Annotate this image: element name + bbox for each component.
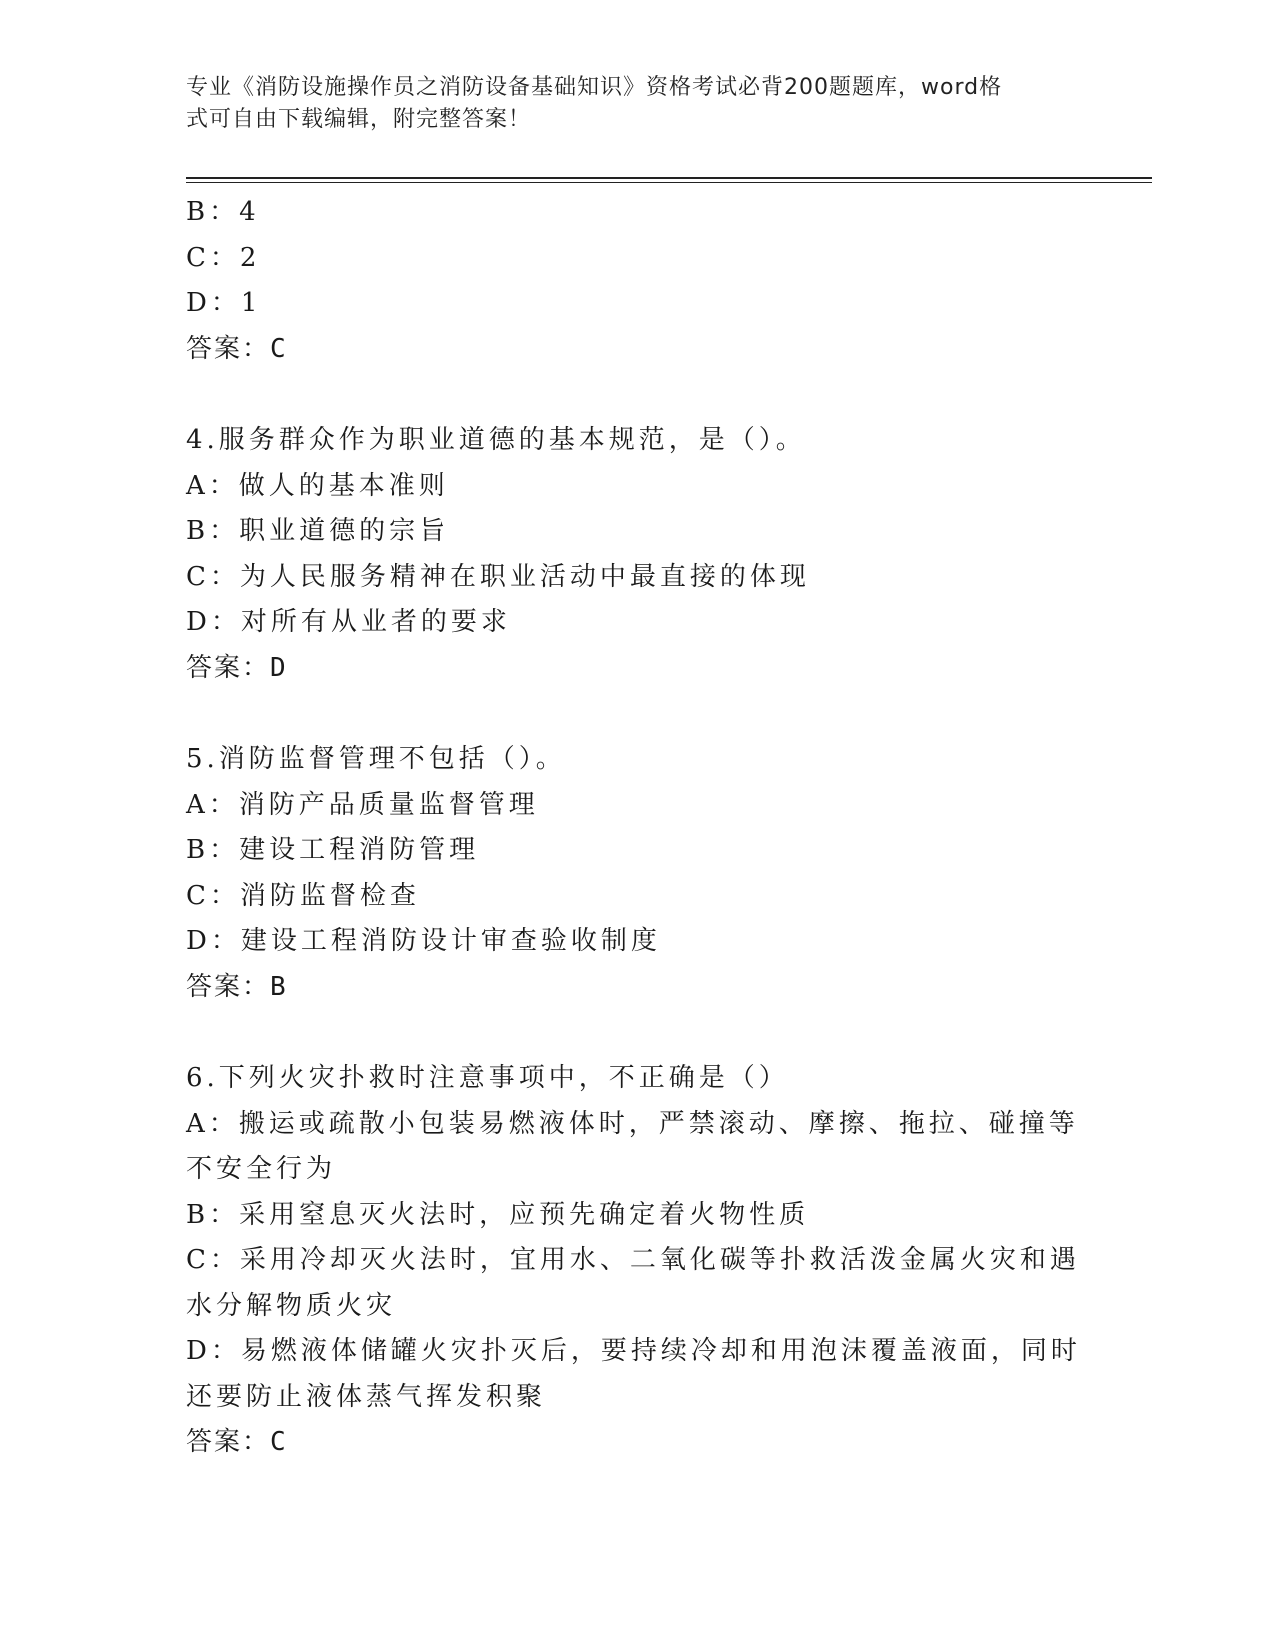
option-text: 为人民服务精神在职业活动中最直接的体现: [239, 561, 810, 592]
answer-label: 答案：: [186, 1427, 271, 1457]
option-key: A：: [186, 789, 239, 820]
answer-line: [186, 327, 1086, 373]
option-key: D：: [186, 926, 241, 956]
option-line: [186, 1238, 1086, 1329]
option-key: C：: [186, 561, 240, 592]
option-line: [186, 828, 1086, 874]
header-divider: [186, 177, 1152, 179]
answer-line: [186, 646, 1086, 692]
question-stem: 6.下列火灾扑救时注意事项中，不正确是（）: [186, 1063, 789, 1093]
option-line: [186, 236, 1086, 282]
option-text: 4: [239, 197, 260, 227]
option-key: C：: [186, 242, 240, 273]
question-block-continued: [186, 190, 1086, 372]
header-line-1: 专业《消防设施操作员之消防设备基础知识》资格考试必背200题题库，word格: [186, 75, 1003, 100]
question-block: [186, 418, 1086, 691]
option-text: 1: [240, 288, 262, 318]
header-line-2: 式可自由下载编辑，附完整答案！: [186, 107, 532, 132]
option-text: 对所有从业者的要求: [240, 607, 511, 637]
option-line: [186, 281, 1086, 327]
option-line: [186, 1193, 1086, 1239]
question-list: [186, 190, 1086, 1466]
option-line: [186, 509, 1086, 555]
header-divider-thin: [186, 182, 1152, 183]
question-block: [186, 1056, 1086, 1466]
option-key: B：: [186, 835, 240, 865]
option-text: 搬运或疏散小包装易燃液体时，严禁滚动、摩擦、拖拉、碰撞等不安全行为: [186, 1108, 1079, 1184]
option-line: [186, 783, 1086, 829]
option-key: C：: [186, 1245, 240, 1275]
option-text: 2: [239, 242, 261, 273]
option-text: 做人的基本准则: [238, 470, 449, 501]
option-line: [186, 874, 1086, 920]
option-line: [186, 919, 1086, 965]
answer-label: 答案：: [186, 971, 271, 1002]
document-header: [186, 72, 1066, 136]
option-text: 建设工程消防设计审查验收制度: [240, 926, 661, 956]
question-stem: 4.服务群众作为职业道德的基本规范，是（）。: [186, 425, 806, 455]
option-line: [186, 555, 1086, 601]
option-key: A：: [186, 470, 239, 501]
option-line: [186, 1102, 1086, 1193]
option-line: [186, 1329, 1086, 1420]
option-text: 采用窒息灭火法时，应预先确定着火物性质: [239, 1199, 810, 1230]
option-text: 易燃液体储罐火灾扑灭后，要持续冷却和用泡沫覆盖液面，同时还要防止液体蒸气挥发积聚: [186, 1336, 1081, 1412]
option-text: 职业道德的宗旨: [239, 516, 450, 546]
option-key: D：: [186, 288, 241, 318]
option-text: 建设工程消防管理: [239, 835, 480, 865]
option-key: A：: [186, 1108, 239, 1139]
answer-value: D: [270, 652, 288, 683]
option-key: C：: [186, 880, 240, 911]
option-key: D：: [186, 607, 241, 637]
answer-value: C: [270, 333, 288, 364]
question-block: [186, 737, 1086, 1010]
answer-value: C: [270, 1427, 288, 1457]
answer-label: 答案：: [186, 333, 271, 364]
question-stem: 5.消防监督管理不包括（）。: [186, 744, 566, 774]
option-text: 消防监督检查: [239, 880, 420, 911]
option-key: B：: [186, 197, 240, 227]
option-line: [186, 464, 1086, 510]
option-line: [186, 600, 1086, 646]
answer-label: 答案：: [186, 652, 271, 683]
option-text: 采用冷却灭火法时，宜用水、二氧化碳等扑救活泼金属火灾和遇水分解物质火灾: [186, 1245, 1080, 1321]
answer-value: B: [270, 971, 288, 1002]
answer-line: [186, 965, 1086, 1011]
answer-line: [186, 1420, 1086, 1466]
option-text: 消防产品质量监督管理: [238, 789, 539, 820]
option-key: D：: [186, 1336, 241, 1366]
option-line: [186, 190, 1086, 236]
option-key: B：: [186, 516, 240, 546]
option-key: B：: [186, 1199, 240, 1230]
